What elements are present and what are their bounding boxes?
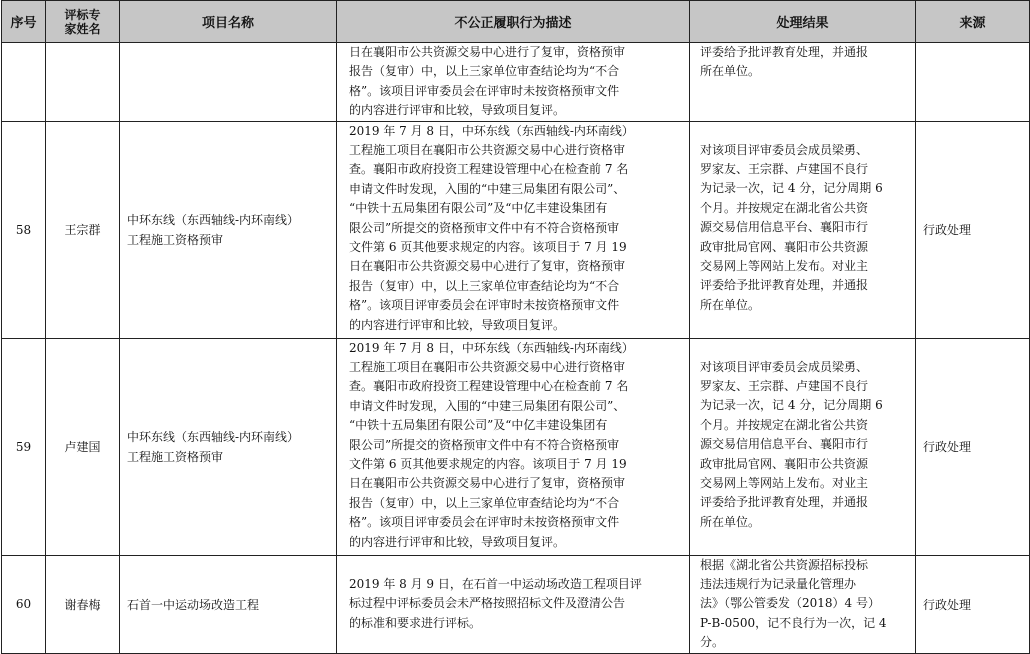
row-expert [46,43,120,122]
table-row [2,43,1030,122]
row-result-text: 对该项目评审委员会成员梁勇、 罗家友、王宗群、卢建国不良行 为记录一次，记 4 分，记分周期 6 个月。并按规定在湖北省公共资 源交易信用信息平台、襄阳市行 政审批局官网、襄阳市公共资源 交易网上等网站上发布。对业主 评委给予批评教育处理，并通报 所在单位。 [700,359,883,529]
row-project-text: 中环东线（东西轴线-内环南线） 工程施工资格预审 [127,429,300,464]
row-behavior-text: 日在襄阳市公共资源交易中心进行了复审，资格预审 报告（复审）中，以上三家单位审查结论均为“不合 格”。该项目评审委员会在评审时未按资格预审文件 的内容进行评审和比较，导致项目复评。 [349,45,626,118]
row-no: 59 [2,338,46,555]
table-row [2,121,1030,338]
row-expert: 谢春梅 [46,555,120,653]
row-project [120,43,337,122]
row-no: 60 [2,555,46,653]
row-expert: 卢建国 [46,338,120,555]
row-no: 58 [2,121,46,338]
row-source: 行政处理 [916,121,1030,338]
row-result-text: 评委给予批评教育处理，并通报 所在单位。 [700,45,869,79]
row-source: 行政处理 [916,338,1030,555]
header-behavior: 不公正履职行为描述 [337,1,690,43]
row-behavior [337,338,690,555]
row-result-text: 对该项目评审委员会成员梁勇、 罗家友、王宗群、卢建国不良行 为记录一次，记 4 分，记分周期 6 个月。并按规定在湖北省公共资 源交易信用信息平台、襄阳市行 政审批局官网、襄阳市公共资源 交易网上等网站上发布。对业主 评委给予批评教育处理，并通报 所在单位。 [700,142,883,312]
row-project [120,338,337,555]
row-project-text: 中环东线（东西轴线-内环南线） 工程施工资格预审 [127,212,300,247]
header-expert [46,1,120,43]
table-row [2,338,1030,555]
header-result: 处理结果 [690,1,916,43]
row-behavior-text: 2019 年 7 月 8 日，中环东线（东西轴线-内环南线） 工程施工项目在襄阳市公共资源交易中心进行资格审 查。襄阳市政府投资工程建设管理中心在检查前 7 名 申请文件时发现，入围的“中建三局集团有限公司”、 “中铁十五局集团有限公司”及“中亿丰建设集团有 限公司”所提交的资格预审文件中有不符合资格预审 文件第 6 页其他要求规定的内容。该项目于 7 月 19 日在襄阳市公共资源交易中心进行了复审，资格预审 报告（复审）中，以上三家单位审查结论均为“不合 格”。该项目评审委员会在评审时未按资格预审文件 的内容进行评审和比较，导致项目复评。 [349,123,634,332]
row-project [120,121,337,338]
header-no: 序号 [2,1,46,43]
row-behavior [337,121,690,338]
row-project: 石首一中运动场改造工程 [120,555,337,653]
row-behavior [337,43,690,122]
row-expert: 王宗群 [46,121,120,338]
row-result [690,43,916,122]
row-behavior-text: 2019 年 8 月 9 日，在石首一中运动场改造工程项目评 标过程中评标委员会未严格按照招标文件及澄清公告 的标准和要求进行评标。 [349,577,642,630]
row-source [916,43,1030,122]
header-source: 来源 [916,1,1030,43]
row-result [690,121,916,338]
header-row [2,1,1030,43]
row-behavior-text: 2019 年 7 月 8 日，中环东线（东西轴线-内环南线） 工程施工项目在襄阳市公共资源交易中心进行资格审 查。襄阳市政府投资工程建设管理中心在检查前 7 名 申请文件时发现，入围的“中建三局集团有限公司”、 “中铁十五局集团有限公司”及“中亿丰建设集团有 限公司”所提交的资格预审文件中有不符合资格预审 文件第 6 页其他要求规定的内容。该项目于 7 月 19 日在襄阳市公共资源交易中心进行了复审，资格预审 报告（复审）中，以上三家单位审查结论均为“不合 格”。该项目评审委员会在评审时未按资格预审文件 的内容进行评审和比较，导致项目复评。 [349,340,634,549]
row-no [2,43,46,122]
row-result [690,555,916,653]
header-expert-text: 评标专家姓名 [64,7,101,36]
header-project: 项目名称 [120,1,337,43]
table-row [2,555,1030,653]
row-result [690,338,916,555]
row-behavior [337,555,690,653]
row-result-text: 根据《湖北省公共资源招标投标 违法违规行为记录量化管理办 法》（鄂公管委发（2018）4 号） P-B-0500，记不良行为一次，记 4 分。 [700,557,887,650]
row-source: 行政处理 [916,555,1030,653]
penalty-table [1,0,1030,654]
